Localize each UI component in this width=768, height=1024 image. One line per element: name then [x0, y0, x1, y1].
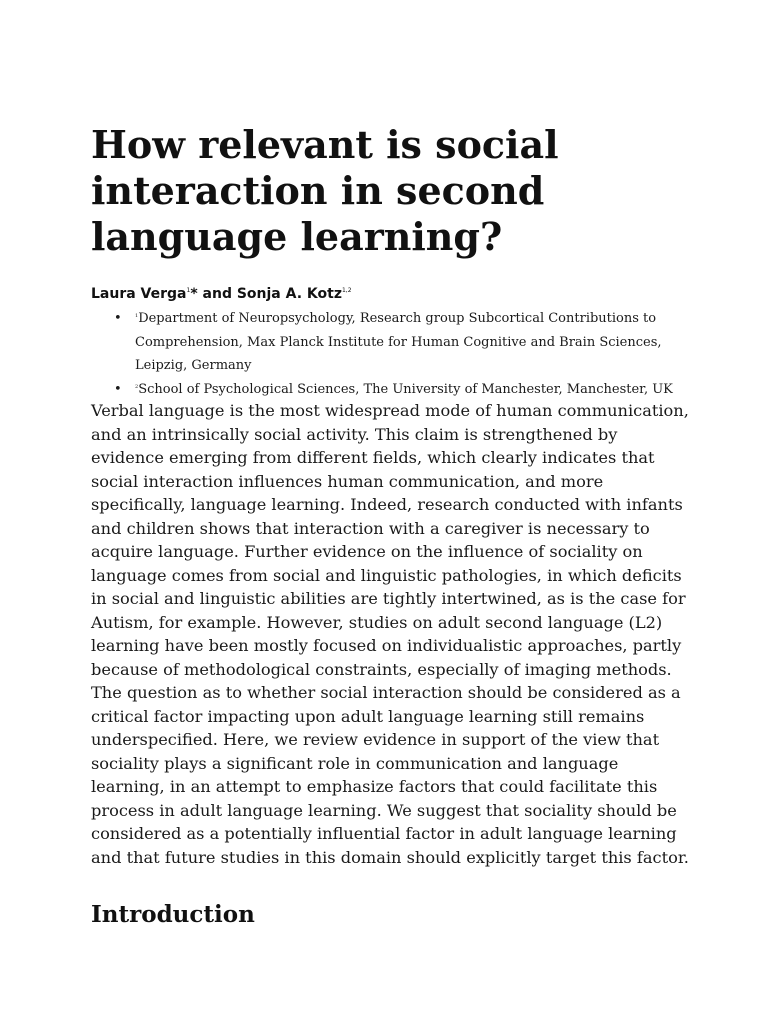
- article-title: How relevant is social interaction in second language learning?: [91, 122, 559, 259]
- affiliation-text: Department of Neuropsychology, Research group Subcortical Contributions to Comprehension, Max Planck Institute for Human Cognitive and Brain Sciences, Leipzig, Germany: [135, 311, 662, 373]
- author-name: Laura Verga: [91, 286, 187, 302]
- bullet-icon: •: [114, 381, 122, 397]
- affiliation-number: 1: [135, 313, 139, 319]
- section-heading-introduction: Introduction: [91, 901, 255, 928]
- bullet-icon: •: [114, 311, 122, 326]
- affiliation-number: 2: [135, 383, 139, 390]
- author-line: [91, 284, 352, 304]
- affiliation-list: [91, 307, 691, 401]
- author-affiliation-marker: 1,2: [341, 287, 352, 294]
- affiliation-item: [91, 307, 691, 378]
- affiliation-text: School of Psychological Sciences, The University of Manchester, Manchester, UK: [138, 381, 673, 397]
- corresponding-author-mark: *: [190, 286, 198, 302]
- author-connector: and: [197, 286, 237, 302]
- abstract-paragraph: Verbal language is the most widespread mode of human communication, and an intrinsically social activity. This claim is strengthened by evidence emerging from different fields, which clearly indicates that social interaction influences human communication, and more specifically, language learning. Indeed, research conducted with infants and children shows that interaction with a caregiver is necessary to acquire language. Further evidence on the influence of sociality on language comes from social and linguistic pathologies, in which deficits in social and linguistic abilities are tightly intertwined, as is the case for Autism, for example. However, studies on adult second language (L2) learning have been mostly focused on individualistic approaches, partly because of methodological constraints, especially of imaging methods. The question as to whether social interaction should be considered as a critical factor impacting upon adult language learning still remains underspecified. Here, we review evidence in support of the view that sociality plays a significant role in communication and language learning, in an attempt to emphasize factors that could facilitate this process in adult language learning. We suggest that sociality should be considered as a potentially influential factor in adult language learning and that future studies in this domain should explicitly target this factor.: [91, 401, 689, 867]
- author-name: Sonja A. Kotz: [236, 286, 342, 302]
- author-affiliation-marker: 1: [186, 287, 191, 294]
- affiliation-item: [91, 378, 691, 402]
